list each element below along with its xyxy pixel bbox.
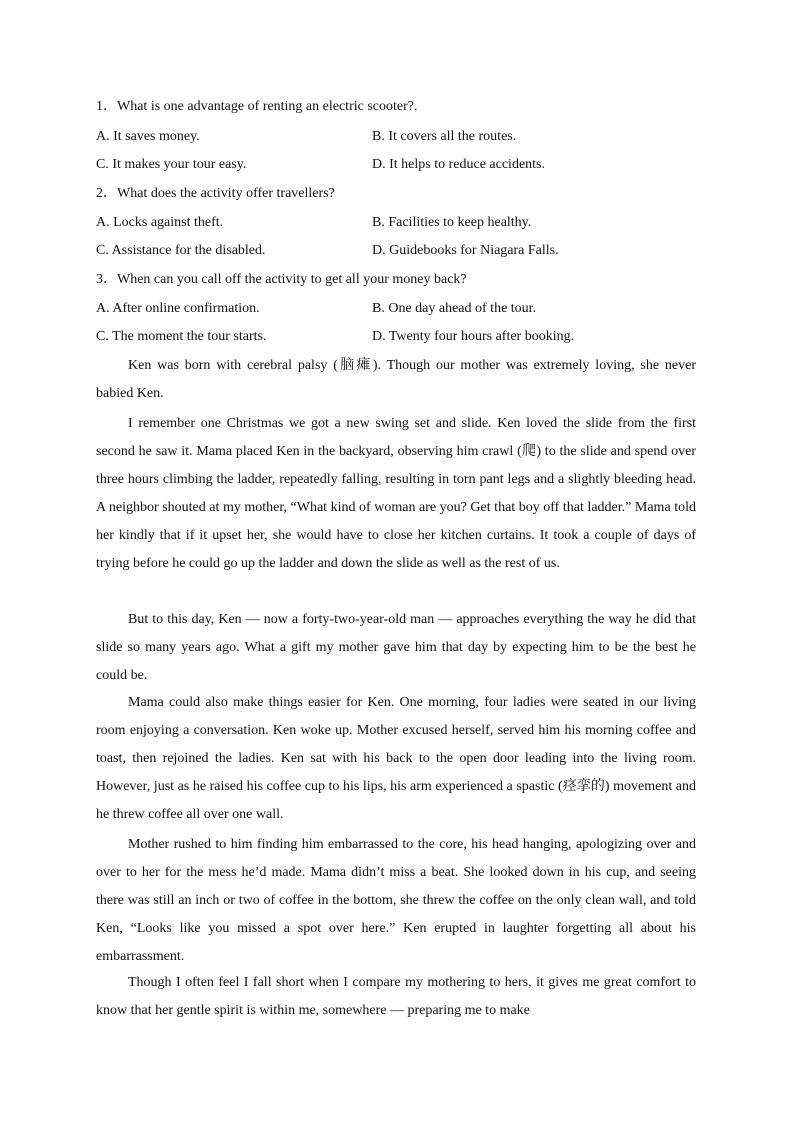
passage-paragraph-2-text: I remember one Christmas we got a new swing set and slide. Ken loved the slide from the first second he saw it. Mama placed Ken in the backyard, observing him crawl (爬) to the slide and spend over three hours climbing the ladder, repeatedly falling, resulting in torn pant legs and a slightly bleeding head. A neighbor shouted at my mother, “What kind of woman are you? Get that boy off that ladder.” Mama told her kindly that if it upset her, she would have to close her kitchen curtains. It took a couple of days of trying before he could go up the ladder and down the slide as well as the rest of us.: [96, 416, 696, 571]
question-3-stem: 3．When can you call off the activity to get all your money back?: [96, 272, 467, 287]
question-3-option-d: D. Twenty four hours after booking.: [372, 329, 575, 344]
passage-paragraph-3: [96, 606, 696, 690]
passage-paragraph-1: [96, 352, 696, 408]
passage-paragraph-4: [96, 689, 696, 829]
question-2-option-d: D. Guidebooks for Niagara Falls.: [372, 243, 559, 258]
question-1-option-b: B. It covers all the routes.: [372, 129, 517, 144]
passage-paragraph-6: [96, 969, 696, 1025]
question-2-option-a: A. Locks against theft.: [96, 215, 224, 230]
question-3-option-b: B. One day ahead of the tour.: [372, 301, 537, 316]
question-3-option-a: A. After online confirmation.: [96, 301, 260, 316]
question-2-option-b: B. Facilities to keep healthy.: [372, 215, 532, 230]
question-1-stem: 1．What is one advantage of renting an electric scooter?.: [96, 99, 418, 114]
passage-paragraph-6-text: Though I often feel I fall short when I compare my mothering to hers, it gives me great comfort to know that her gentle spirit is within me, somewhere — preparing me to make: [96, 975, 696, 1018]
question-2-stem: 2．What does the activity offer travellers?: [96, 186, 335, 201]
passage-paragraph-1-text: Ken was born with cerebral palsy (脑瘫). Though our mother was extremely loving, she never babied Ken.: [96, 358, 696, 401]
passage-paragraph-4-text: Mama could also make things easier for Ken. One morning, four ladies were seated in our living room enjoying a conversation. Ken woke up. Mother excused herself, served him his morning coffee and toast, then rejoined the ladies. Ken sat with his back to the open door leading into the living room. However, just as he raised his coffee cup to his lips, his arm experienced a spastic (痉挛的) movement and he threw coffee all over one wall.: [96, 695, 696, 822]
passage-paragraph-5: [96, 831, 696, 971]
passage-paragraph-3-text: But to this day, Ken — now a forty-two-year-old man — approaches everything the way he did that slide so many years ago. What a gift my mother gave him that day by expecting him to be the best he could be.: [96, 612, 696, 683]
passage-paragraph-5-text: Mother rushed to him finding him embarrassed to the core, his head hanging, apologizing over and over to her for the mess he’d made. Mama didn’t miss a beat. She looked down in his cup, and seeing there was still an inch or two of coffee in the bottom, she threw the coffee on the only clean wall, and told Ken, “Looks like you missed a spot over here.” Ken erupted in laughter forgetting all about his embarrassment.: [96, 837, 696, 964]
question-1-option-a: A. It saves money.: [96, 129, 200, 144]
question-1-option-d: D. It helps to reduce accidents.: [372, 157, 545, 172]
passage-paragraph-2: [96, 410, 696, 577]
question-3-option-c: C. The moment the tour starts.: [96, 329, 267, 344]
question-1-option-c: C. It makes your tour easy.: [96, 157, 247, 172]
question-2-option-c: C. Assistance for the disabled.: [96, 243, 266, 258]
